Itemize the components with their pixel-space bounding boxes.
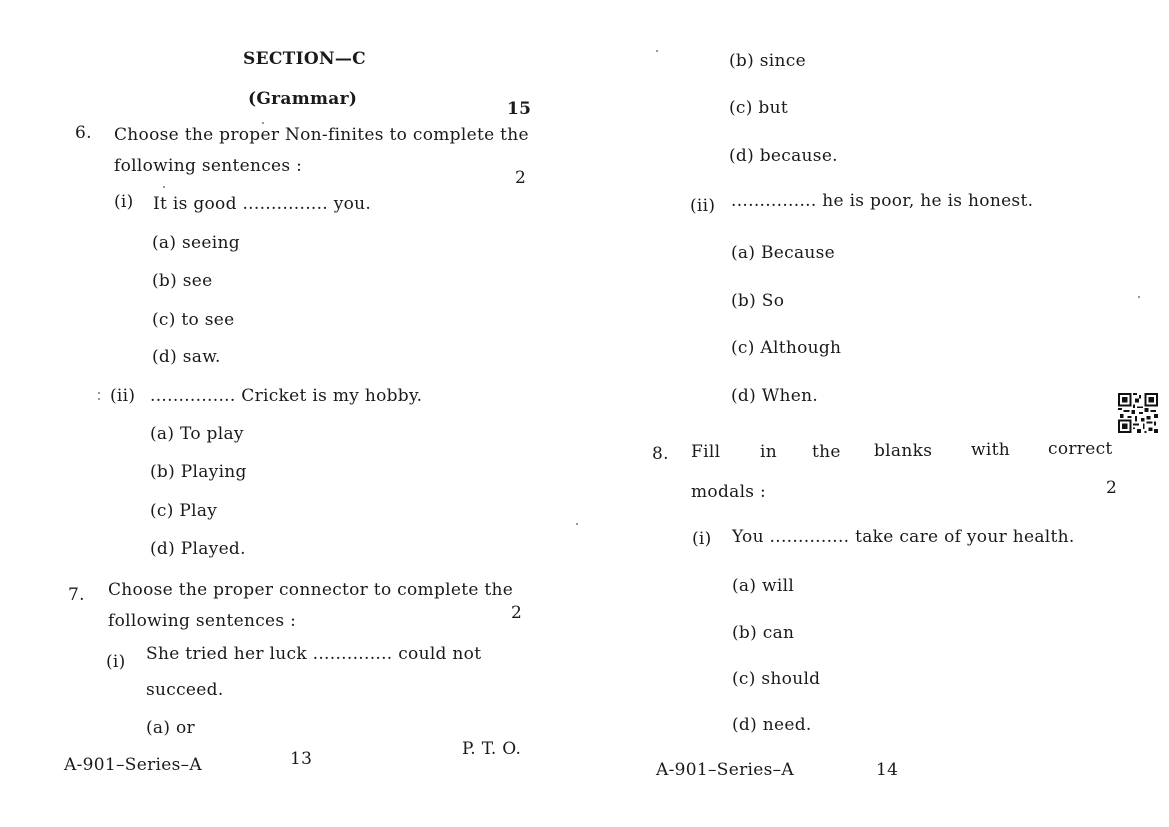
answer-option: (a) seeing [152,233,240,253]
answer-option: (b) can [732,623,795,643]
exam-page-13 [0,0,584,827]
section-marks: 15 [507,99,532,119]
sub-question-stem: She tried her luck .............. could not [146,644,482,664]
footer-paper-code: A-901–Series–A [64,755,203,775]
answer-option: (b) So [731,291,785,311]
sub-question-number: (i) [692,529,712,549]
answer-option: (b) see [152,271,213,291]
section-subtitle: (Grammar) [248,89,358,109]
question-word: with [971,440,1010,460]
scan-speck [98,392,100,394]
answer-option: (c) Although [731,338,842,358]
footer-paper-code: A-901–Series–A [656,760,795,780]
question-word: the [812,442,841,462]
answer-option: (a) will [732,576,795,596]
answer-option: (d) saw. [152,347,221,367]
page-number: 13 [290,749,313,769]
sub-question-stem: It is good ............... you. [153,194,372,214]
answer-option: (b) since [729,51,806,71]
sub-question-number: (ii) [690,196,716,216]
sub-question-number: (ii) [110,386,136,406]
answer-option: (a) Because [731,243,836,263]
answer-option: (a) or [146,718,195,738]
scan-speck [262,122,264,124]
section-title: SECTION—C [243,49,366,69]
sub-question-stem: ............... he is poor, he is honest. [731,191,1034,211]
question-word: Fill [691,442,721,462]
question-number: 7. [68,585,85,605]
question-marks: 2 [511,603,523,623]
question-text: following sentences : [114,156,303,176]
question-marks: 2 [1106,478,1118,498]
answer-option: (a) To play [150,424,244,444]
question-word: blanks [874,441,933,461]
scan-speck [1138,296,1140,298]
page-number: 14 [876,760,899,780]
scan-speck [656,50,658,52]
answer-option: (b) Playing [150,462,247,482]
sub-question-stem: You .............. take care of your health. [732,527,1075,547]
question-text: Choose the proper connector to complete the [108,580,514,600]
question-number: 8. [652,444,669,464]
answer-option: (c) Play [150,501,218,521]
answer-option: (d) Played. [150,539,246,559]
answer-option: (d) need. [732,715,812,735]
question-text: modals : [691,482,767,502]
question-number: 6. [75,123,92,143]
sub-question-number: (i) [106,652,126,672]
question-text: following sentences : [108,611,297,631]
question-word: correct [1048,439,1113,459]
answer-option: (c) to see [152,310,235,330]
sub-question-number: (i) [114,192,134,212]
question-marks: 2 [515,168,527,188]
answer-option: (d) When. [731,386,819,406]
sub-question-stem: ............... Cricket is my hobby. [150,386,423,406]
answer-option: (d) because. [729,146,838,166]
scan-speck [576,523,578,525]
exam-page-14 [584,0,1169,827]
scan-speck [98,398,100,400]
scan-speck [163,186,165,188]
question-text: Choose the proper Non-finites to complete the [114,125,529,145]
question-word: in [760,442,777,462]
answer-option: (c) but [729,98,788,118]
please-turn-over: P. T. O. [462,739,522,759]
answer-option: (c) should [732,669,821,689]
qr-code-icon [1118,393,1158,433]
sub-question-stem: succeed. [146,680,224,700]
